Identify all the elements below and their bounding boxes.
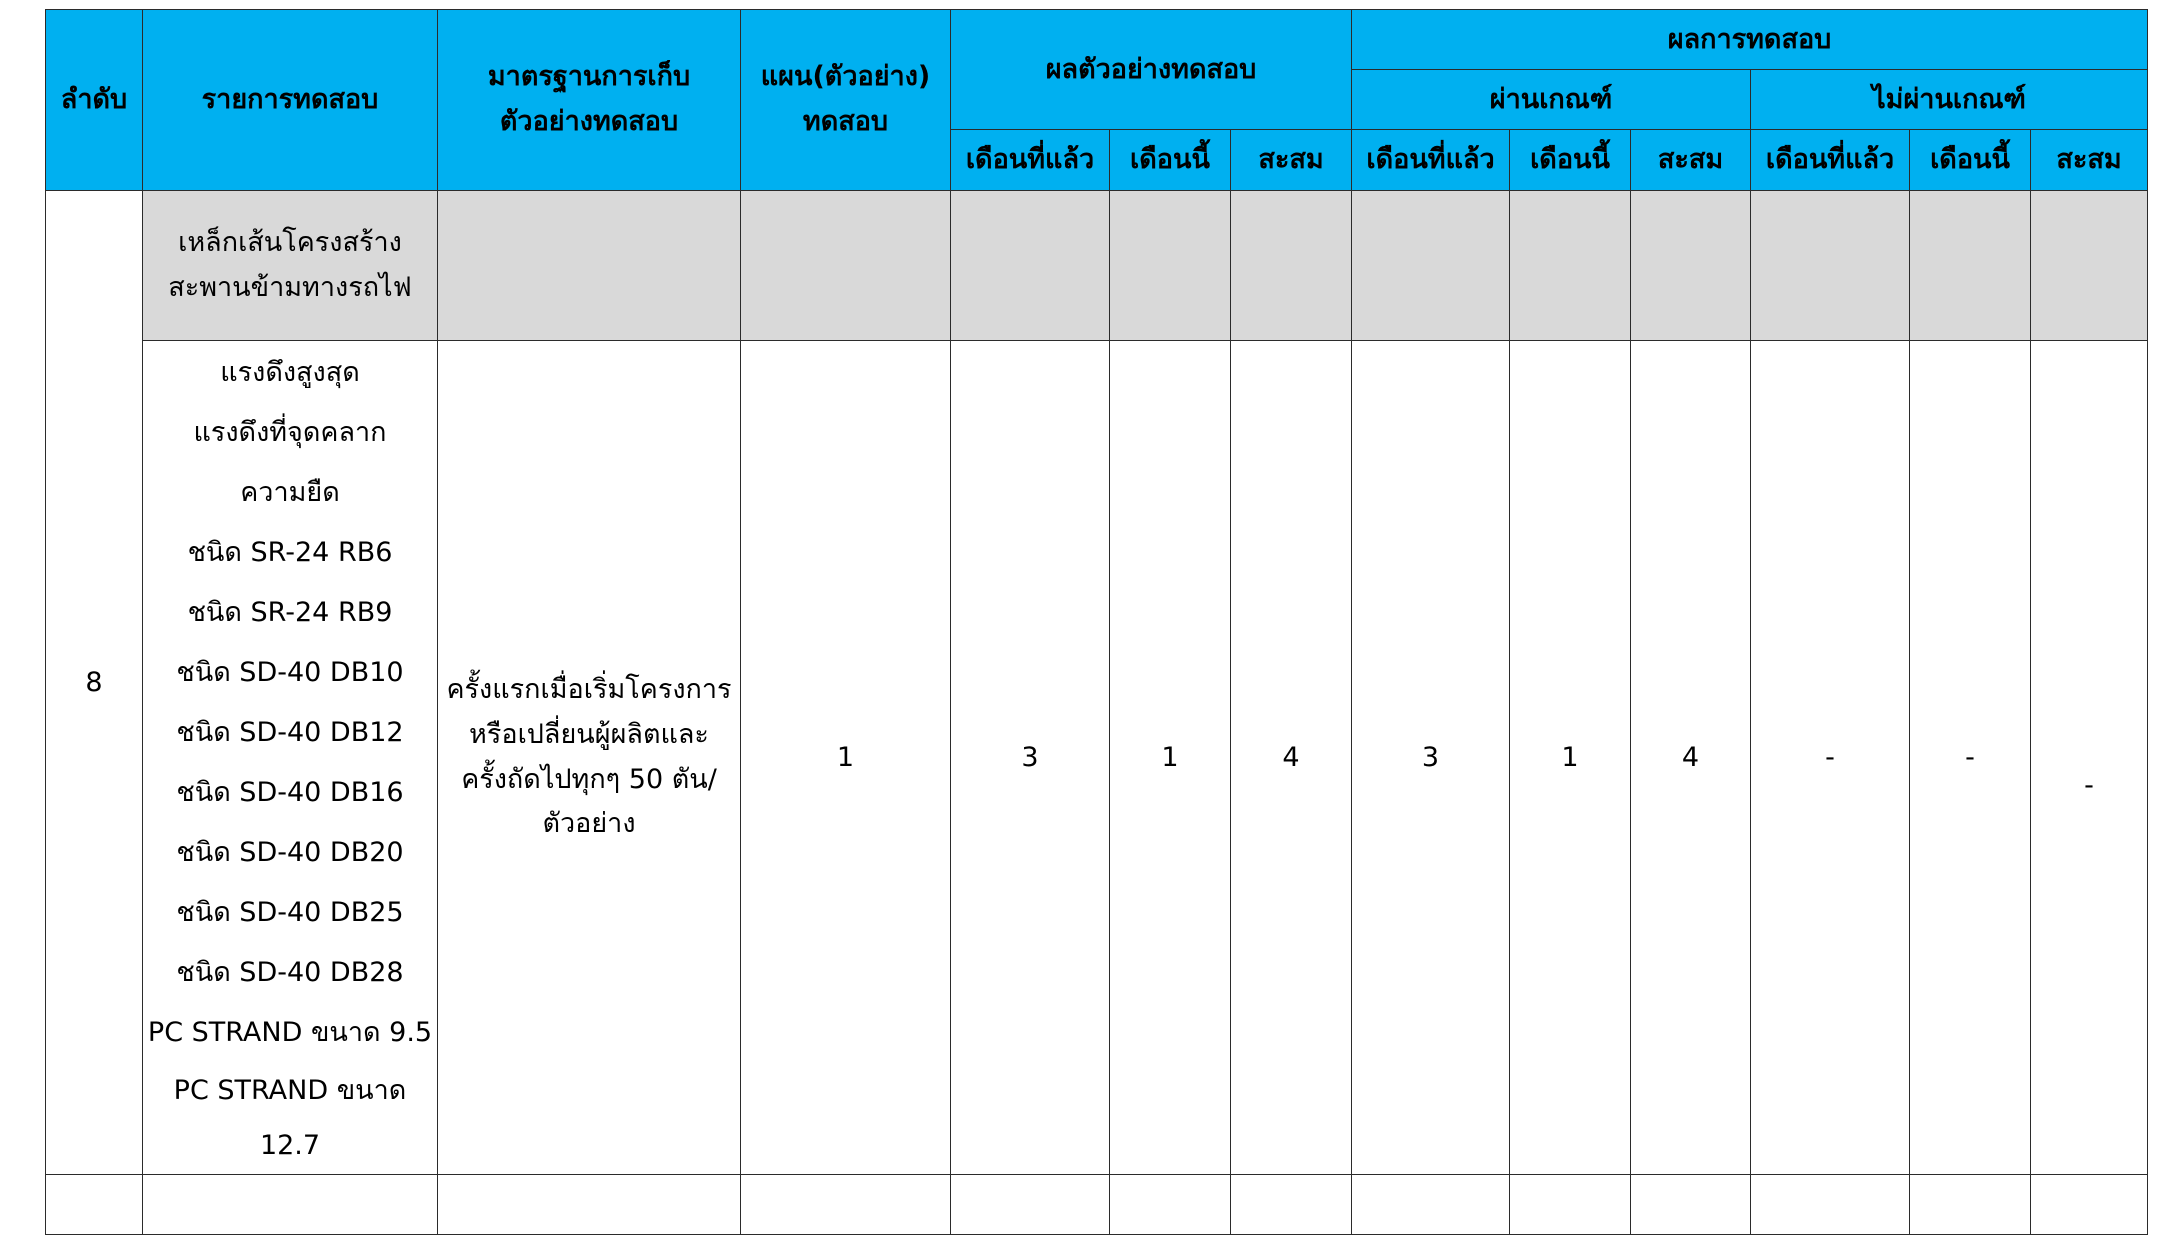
- test-item: ชนิด SR-24 RB9: [187, 596, 393, 628]
- test-item: ชนิด SD-40 DB10: [176, 656, 404, 688]
- header-pass: ผ่านเกณฑ์: [1352, 70, 1751, 130]
- header-row-1: [46, 10, 2148, 70]
- fail-last-month-value: -: [1751, 341, 1910, 1175]
- empty-cell: [46, 1175, 143, 1235]
- test-item: ชนิด SD-40 DB28: [176, 956, 404, 988]
- empty-cell: [1110, 1175, 1231, 1235]
- header-fail-cumulative: สะสม: [2031, 130, 2148, 191]
- group-cell: [1631, 191, 1751, 341]
- empty-cell: [1910, 1175, 2031, 1235]
- header-sampling-standard: [438, 10, 741, 191]
- empty-row: [46, 1175, 2148, 1235]
- group-title: [143, 191, 438, 341]
- test-item: ชนิด SD-40 DB12: [176, 716, 404, 748]
- group-cell: [1751, 191, 1910, 341]
- group-title-line2: สะพานข้ามทางรถไฟ: [168, 271, 412, 303]
- sampling-standard-line3: ครั้งถัดไปทุกๆ 50 ตัน/: [461, 763, 717, 795]
- header-samples-this-month: เดือนนี้: [1110, 130, 1231, 191]
- sampling-standard-line1: ครั้งแรกเมื่อเริ่มโครงการ: [446, 674, 732, 706]
- group-cell: [1352, 191, 1510, 341]
- plan-value: 1: [741, 341, 951, 1175]
- data-row: [46, 341, 2148, 1175]
- test-item: แรงดึงสูงสุด: [220, 356, 360, 388]
- empty-cell: [1352, 1175, 1510, 1235]
- header-samples-last-month: เดือนที่แล้ว: [951, 130, 1110, 191]
- header-fail-this-month: เดือนนี้: [1910, 130, 2031, 191]
- test-item: ชนิด SR-24 RB6: [187, 536, 393, 568]
- header-fail-last-month: เดือนที่แล้ว: [1751, 130, 1910, 191]
- test-item: PC STRAND ขนาด 12.7: [173, 1074, 407, 1161]
- group-row: [46, 191, 2148, 341]
- empty-cell: [143, 1175, 438, 1235]
- test-item: ชนิด SD-40 DB16: [176, 776, 404, 808]
- header-fail: ไม่ผ่านเกณฑ์: [1751, 70, 2148, 130]
- row-number: 8: [46, 191, 143, 1175]
- test-item: PC STRAND ขนาด 9.5: [147, 1016, 433, 1048]
- header-no: ลำดับ: [46, 10, 143, 191]
- header-sample-results: ผลตัวอย่างทดสอบ: [951, 10, 1352, 130]
- test-item: แรงดึงที่จุดคลาก: [193, 416, 387, 448]
- header-test-item: รายการทดสอบ: [143, 10, 438, 191]
- fail-cumulative-cell: [2031, 341, 2148, 1175]
- pass-this-month-value: 1: [1510, 341, 1631, 1175]
- empty-cell: [951, 1175, 1110, 1235]
- header-sampling-standard-line2: ตัวอย่างทดสอบ: [499, 106, 679, 137]
- samples-last-month-value: 3: [951, 341, 1110, 1175]
- empty-cell: [1510, 1175, 1631, 1235]
- header-plan-line1: แผน(ตัวอย่าง): [760, 61, 931, 93]
- samples-this-month-value: 1: [1110, 341, 1231, 1175]
- fail-cumulative-value: -: [2084, 769, 2094, 801]
- pass-cumulative-value: 4: [1631, 341, 1751, 1175]
- empty-cell: [1631, 1175, 1751, 1235]
- group-cell: [741, 191, 951, 341]
- header-sampling-standard-line1: มาตรฐานการเก็บ: [487, 61, 691, 93]
- header-plan: [741, 10, 951, 191]
- empty-cell: [1751, 1175, 1910, 1235]
- test-items-cell: [143, 341, 438, 1175]
- test-results-table: [45, 9, 2148, 1235]
- empty-cell: [741, 1175, 951, 1235]
- group-cell: [1910, 191, 2031, 341]
- test-item: ชนิด SD-40 DB25: [176, 896, 404, 928]
- test-item: ชนิด SD-40 DB20: [176, 836, 404, 868]
- fail-this-month-value: -: [1910, 341, 2031, 1175]
- group-title-line1: เหล็กเส้นโครงสร้าง: [178, 226, 402, 258]
- header-test-results: ผลการทดสอบ: [1352, 10, 2148, 70]
- empty-cell: [438, 1175, 741, 1235]
- sampling-standard-cell: [438, 341, 741, 1175]
- group-cell: [951, 191, 1110, 341]
- header-plan-line2: ทดสอบ: [802, 106, 889, 137]
- test-item: ความยืด: [240, 476, 340, 508]
- header-pass-cumulative: สะสม: [1631, 130, 1751, 191]
- empty-cell: [2031, 1175, 2148, 1235]
- group-cell: [1510, 191, 1631, 341]
- group-cell: [438, 191, 741, 341]
- header-samples-cumulative: สะสม: [1231, 130, 1352, 191]
- sampling-standard-line4: ตัวอย่าง: [542, 808, 636, 840]
- samples-cumulative-value: 4: [1231, 341, 1352, 1175]
- group-cell: [2031, 191, 2148, 341]
- group-cell: [1231, 191, 1352, 341]
- header-pass-this-month: เดือนนี้: [1510, 130, 1631, 191]
- pass-last-month-value: 3: [1352, 341, 1510, 1175]
- empty-cell: [1231, 1175, 1352, 1235]
- header-pass-last-month: เดือนที่แล้ว: [1352, 130, 1510, 191]
- group-cell: [1110, 191, 1231, 341]
- sampling-standard-line2: หรือเปลี่ยนผู้ผลิตและ: [469, 718, 709, 750]
